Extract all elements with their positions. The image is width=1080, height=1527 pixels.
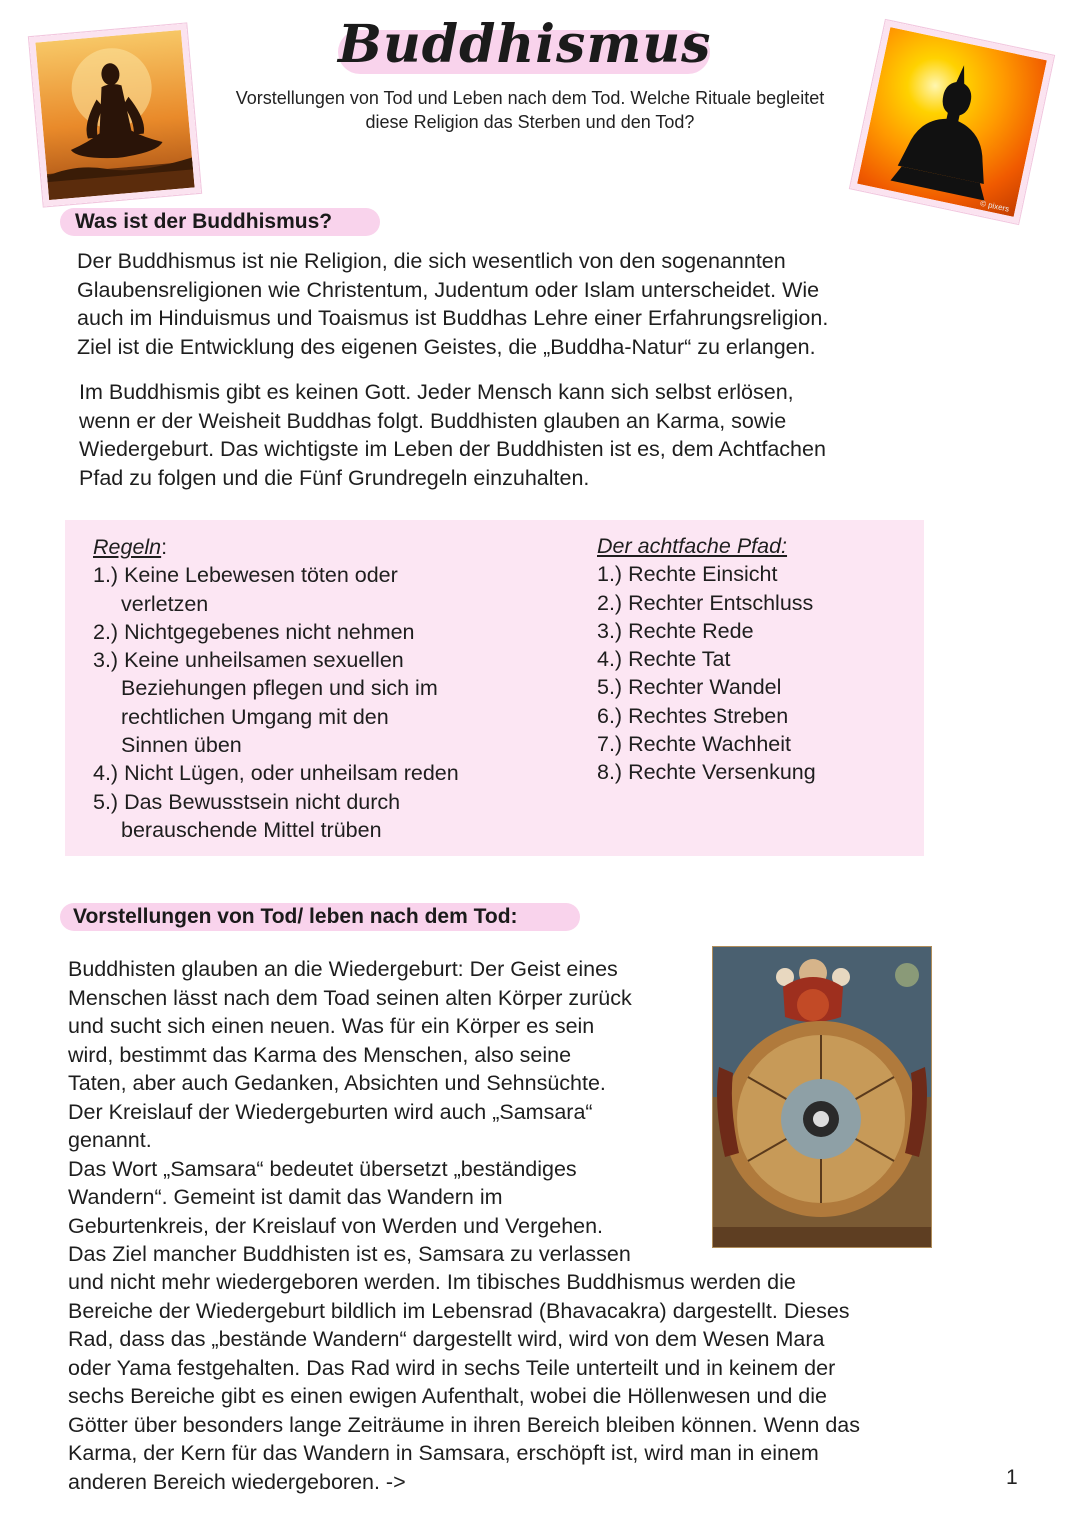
text-line: Der Buddhismus ist nie Religion, die sich wesentlich von den sogenannten [77, 249, 786, 273]
rules-list [93, 533, 563, 844]
text-line: auch im Hinduismus und Toaismus ist Buddhas Lehre einer Erfahrungsreligion. [77, 306, 829, 330]
text-line: genannt. [68, 1128, 152, 1152]
text-line: Pfad zu folgen und die Fünf Grundregeln einzuhalten. [79, 465, 590, 490]
rule-item-continuation: rechtlichen Umgang mit den [121, 704, 389, 729]
text-line: Das Ziel mancher Buddhisten ist es, Samsara zu verlassen [68, 1242, 631, 1266]
text-line: oder Yama festgehalten. Das Rad wird in sechs Teile unterteilt und in keinem der [68, 1355, 836, 1380]
eightfold-path-list [597, 532, 917, 787]
text-line: Der Kreislauf der Wiedergeburten wird auch „Samsara“ [68, 1099, 593, 1124]
text-line: Das Wort „Samsara“ bedeutet übersetzt „beständiges [68, 1156, 577, 1181]
text-line: sechs Bereiche gibt es einen ewigen Aufenthalt, wobei die Höllenwesen und die [68, 1384, 827, 1408]
rule-item: 4.) Nicht Lügen, oder unheilsam reden [93, 761, 459, 786]
text-line: Menschen lässt nach dem Toad seinen alten Körper zurück [68, 985, 632, 1010]
text-line: wenn er der Weisheit Buddhas folgt. Buddhisten glauben an Karma, sowie [79, 408, 787, 433]
watermark: © pixers [979, 198, 1011, 214]
buddha-silhouette-photo [850, 20, 1054, 224]
text-line: anderen Bereich wiedergeboren. -> [68, 1469, 406, 1494]
rule-item-continuation: berauschende Mittel trüben [121, 817, 382, 842]
text-line: Taten, aber auch Gedanken, Absichten und Sehnsüchte. [68, 1071, 606, 1095]
meditation-silhouette-photo [29, 23, 201, 206]
text-line: Wandern“. Gemeint ist damit das Wandern im [68, 1185, 503, 1209]
path-item: 6.) Rechtes Streben [597, 703, 789, 728]
text-line: Buddhisten glauben an die Wiedergeburt: Der Geist eines [68, 957, 618, 981]
section-heading-what-is-buddhism: Was ist der Buddhismus? [75, 210, 333, 233]
text-line: Wiedergeburt. Das wichtigste im Leben der Buddhisten ist es, dem Achtfachen [79, 437, 826, 461]
intro-paragraph [77, 247, 957, 361]
text-line: wird, bestimmt das Karma des Menschen, also seine [68, 1042, 572, 1067]
path-item: 2.) Rechter Entschluss [597, 590, 814, 615]
buddha-statue-icon [857, 27, 1047, 217]
eightfold-path-heading: Der achtfache Pfad: [597, 534, 788, 558]
text-line: und nicht mehr wiedergeboren werden. Im tibisches Buddhismus werden die [68, 1270, 796, 1294]
page-title: Buddhismus [338, 14, 712, 75]
afterlife-paragraph-top [68, 955, 708, 1269]
text-line: Götter über besonders lange Zeiträume in ihren Bereich bleiben können. Wenn das [68, 1412, 861, 1437]
rule-item-continuation: Beziehungen pflegen und sich im [121, 676, 438, 701]
path-item: 1.) Rechte Einsicht [597, 562, 778, 587]
page-subtitle [180, 86, 880, 134]
rule-item-continuation: Sinnen üben [121, 733, 242, 758]
path-item: 7.) Rechte Wachheit [597, 732, 791, 757]
path-item: 8.) Rechte Versenkung [597, 760, 816, 785]
rule-item-continuation: verletzen [121, 591, 209, 616]
subtitle-line: diese Religion das Sterben und den Tod? [365, 112, 695, 132]
path-item: 5.) Rechter Wandel [597, 675, 782, 700]
text-line: Rad, dass das „bestände Wandern“ dargestellt wird, wird von dem Wesen Mara [68, 1327, 825, 1351]
belief-paragraph [79, 378, 959, 492]
text-line: Bereiche der Wiedergeburt bildlich im Lebensrad (Bhavacakra) dargestellt. Dieses [68, 1298, 850, 1323]
afterlife-paragraph-bottom [68, 1268, 968, 1496]
rule-item: 5.) Das Bewusstsein nicht durch [93, 789, 401, 814]
subtitle-line: Vorstellungen von Tod und Leben nach dem Tod. Welche Rituale begleitet [235, 88, 825, 108]
text-line: Ziel ist die Entwicklung des eigenen Geistes, die „Buddha-Natur“ zu erlangen. [77, 334, 816, 359]
meditating-figure-icon [35, 30, 194, 200]
rules-heading: Regeln: [93, 535, 168, 559]
bhavacakra-icon [713, 947, 931, 1247]
text-line: Im Buddhismis gibt es keinen Gott. Jeder Mensch kann sich selbst erlösen, [79, 380, 794, 404]
text-line: und sucht sich einen neuen. Was für ein Körper es sein [68, 1014, 595, 1038]
rule-item: 2.) Nichtgegebenes nicht nehmen [93, 619, 415, 644]
text-line: Glaubensreligionen wie Christentum, Judentum oder Islam unterscheidet. Wie [77, 277, 820, 302]
text-line: Geburtenkreis, der Kreislauf von Werden und Vergehen. [68, 1213, 604, 1238]
section-heading-afterlife: Vorstellungen von Tod/ leben nach dem Tod: [73, 905, 518, 928]
rule-item: 3.) Keine unheilsamen sexuellen [93, 648, 404, 673]
path-item: 4.) Rechte Tat [597, 647, 731, 672]
page-number: 1 [1006, 1466, 1018, 1489]
text-line: Karma, der Kern für das Wandern in Samsara, erschöpft ist, wird man in einem [68, 1441, 819, 1465]
wheel-of-life-image [712, 946, 932, 1248]
path-item: 3.) Rechte Rede [597, 618, 754, 643]
rule-item: 1.) Keine Lebewesen töten oder [93, 563, 398, 588]
